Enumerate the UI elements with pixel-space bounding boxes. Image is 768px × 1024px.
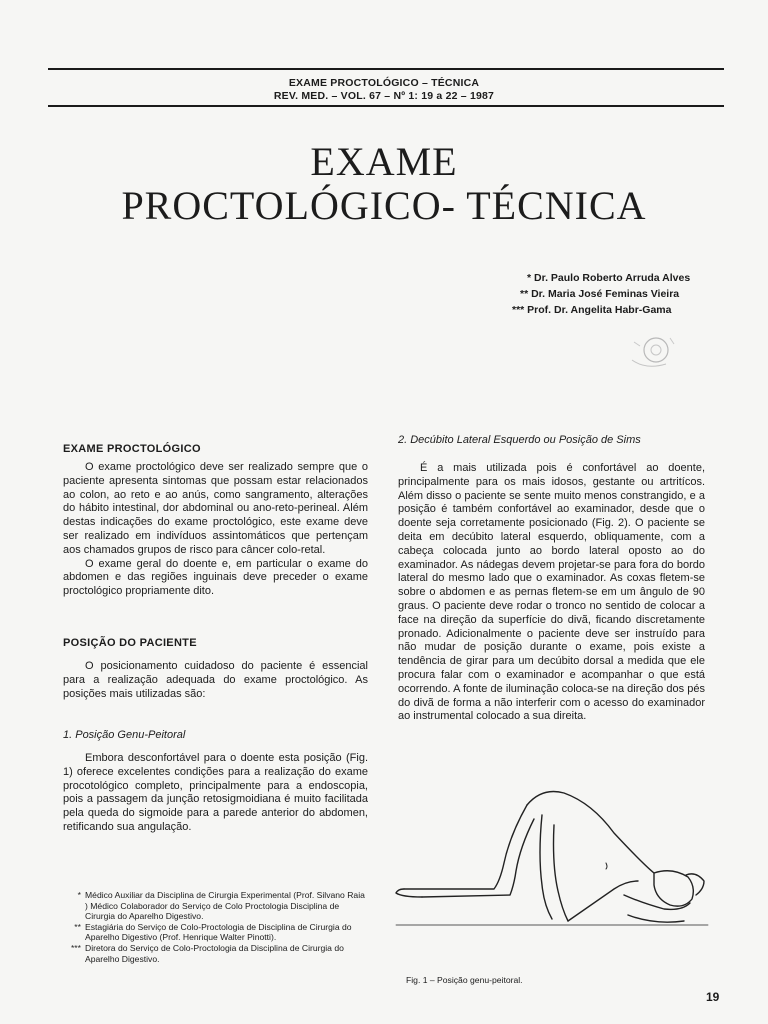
article-title-line2: PROCTOLÓGICO- TÉCNICA — [121, 183, 647, 228]
left-body-block-2 — [63, 660, 368, 701]
footnote-1: * Médico Auxiliar da Disciplina de Cirurgia Experimental (Prof. Silvano Raia ) Médico Colaborador do Serviço de Colo Proctologia Disciplina de Cirurgia do Aparelho Digestivo. — [77, 890, 365, 922]
paragraph: Embora desconfortável para o doente esta posição (Fig. 1) oferece excelentes condições para a realização do exame procotológico completo, principalmente para a endoscopia, pois a passagem da junção retosigmoidiana é muito facilitada pela queda do sigmoide para a parede anterior do abdomen, retificando sua angulação. — [63, 752, 368, 833]
paragraph: O exame geral do doente e, em particular o exame do abdomen e das regiões inguinais deve preceder o exame proctológico propriamente dito. — [63, 557, 368, 598]
header-rule-bottom — [48, 105, 724, 107]
paragraph: O posicionamento cuidadoso do paciente é essencial para a realização adequada do exame proctológico. As posições mais utilizadas são: — [63, 660, 368, 700]
paragraph: É a mais utilizada pois é confortável ao doente, principalmente para os mais idosos, gestante ou artritícos. Além disso o paciente se sente muito menos constrangido, e a posição é também confortável ao examinador, desde que o doente seja corretamente posicionado (Fig. 2). O paciente se deita em decúbito lateral esquerdo, obliquamente, com a cabeça colocada junto ao bordo lateral oposto ao do examinador. As nádegas devem projetar-se para fora do bordo lateral do mesmo lado que o examinador. As coxas fletem-se sobre o abdomen e as pernas fletem-se em um ângulo de 90 graus. O paciente deve rodar o tronco no sentido de colocar a face na direção da superfície do divã, ficando discretamente pronado. Adicionalmente o paciente deve ser instruído para não mudar de posição durante o exame, pois existe a tendência de girar para um decúbito dorsal a medida que ele procura falar com o examinador e acompanhar o que está ocorrendo. A fonte de iluminação coloca-se na direção dos pés do divã de forma a não interferir com o acesso do examinador ao instrumental colocado a sua direita. — [398, 462, 705, 723]
author-1: * Dr. Paulo Roberto Arruda Alves — [527, 272, 691, 284]
paragraph: O exame proctológico deve ser realizado sempre que o paciente apresenta sintomas que possam estar relacionados ao colon, ao reto e ao anús, como sangramento, alterações do hábito intestinal, dor abdominal ou ano-reto-perineal. Além destas indicações do exame proctológico, este exame deve ser realizado em indivíduos assintomáticos que pertençam aos chamados grupos de risco para câncer colo-retal. — [63, 461, 368, 556]
library-stamp-icon — [626, 330, 682, 374]
left-body-block-3 — [63, 752, 368, 835]
footnotes — [63, 890, 368, 964]
heading-posicao-paciente: POSIÇÃO DO PACIENTE — [63, 637, 197, 649]
subheading-genu-peitoral: 1. Posição Genu-Peitoral — [63, 729, 186, 741]
author-2: ** Dr. Maria José Feminas Vieira — [520, 288, 680, 300]
footnote-3: *** Diretora do Serviço de Colo-Proctologia da Disciplina de Cirurgia do Aparelho Digestivo. — [70, 942, 344, 964]
article-title-line1: EXAME — [310, 139, 458, 184]
subheading-decubito-lateral: 2. Decúbito Lateral Esquerdo ou Posição de Sims — [398, 434, 641, 446]
figure-genu-peitoral-illustration — [392, 785, 712, 955]
header-rule-top — [48, 68, 724, 70]
running-title: EXAME PROCTOLÓGICO – TÉCNICA — [288, 77, 480, 89]
left-body-block-1 — [63, 461, 368, 599]
page-number: 19 — [706, 990, 720, 1004]
footnote-2: ** Estagiária do Serviço de Colo-Proctologia de Disciplina de Cirurgia do Aparelho Digestivo (Prof. Henrique Walter Pinotti). — [74, 921, 352, 943]
author-3: *** Prof. Dr. Angelita Habr-Gama — [512, 304, 672, 316]
figure-caption: Fig. 1 – Posição genu-peitoral. — [406, 975, 523, 985]
right-body-block — [398, 462, 705, 724]
journal-citation: REV. MED. – VOL. 67 – Nº 1: 19 a 22 – 1987 — [273, 90, 495, 102]
heading-exame-proctologico: EXAME PROCTOLÓGICO — [63, 443, 201, 455]
